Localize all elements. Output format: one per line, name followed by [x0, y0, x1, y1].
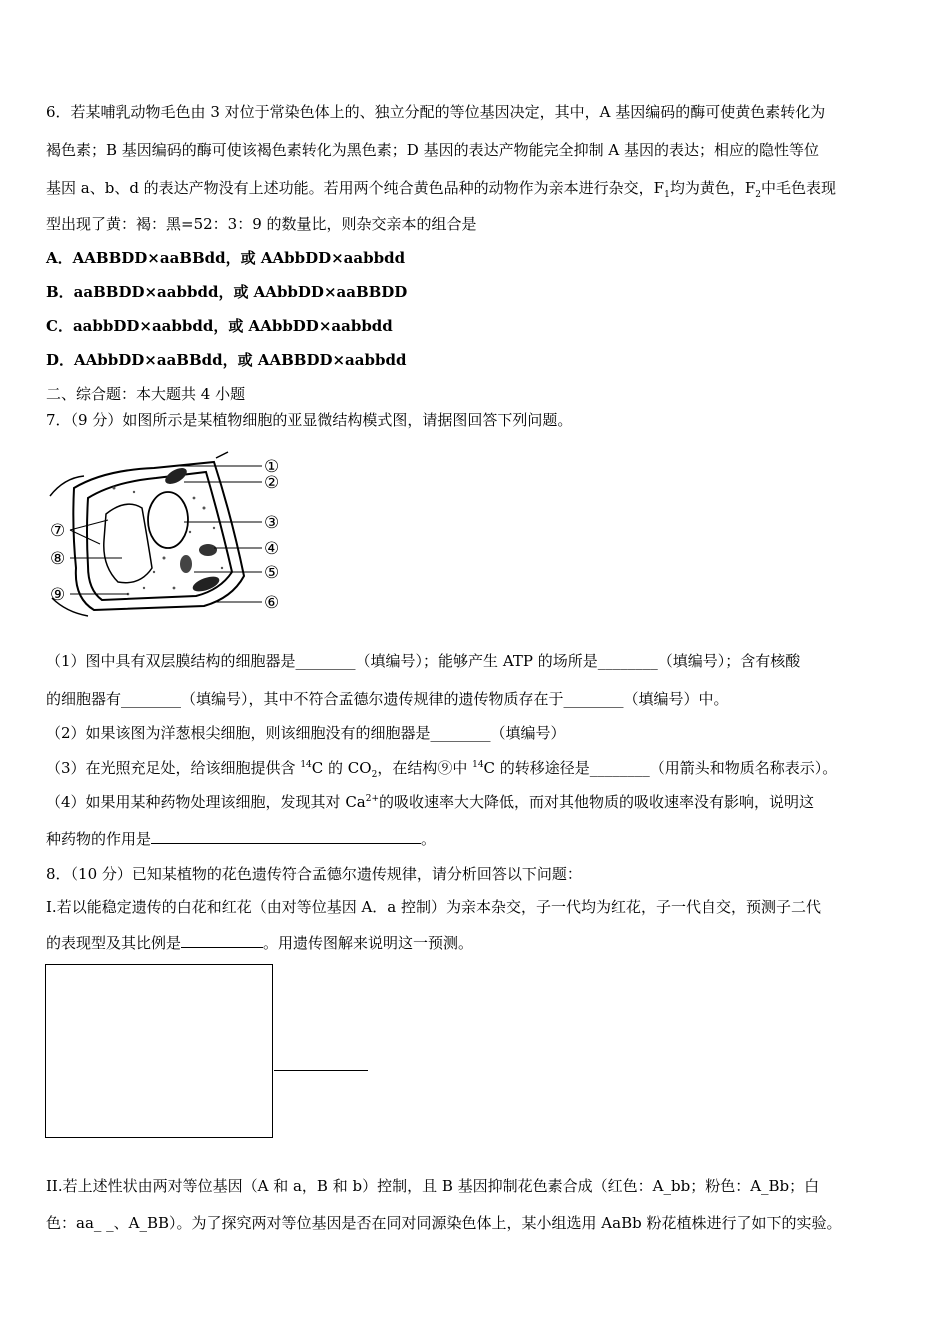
q8-part-I-line-2 [46, 933, 473, 953]
q6-stem-line-3c: 中毛色表现 [761, 179, 837, 197]
q6-stem-line-3 [46, 178, 836, 198]
q6-stem-line-2: 褐色素；B 基因编码的酶可使该褐色素转化为黑色素；D 基因的表达产物能完全抑制 A 基因的表达；相应的隐性等位 [46, 141, 819, 159]
mitochondrion [199, 544, 217, 556]
genetic-diagram-answer-box[interactable] [45, 964, 273, 1138]
q8-part-I-line-2a: 的表现型及其比例是 [46, 934, 182, 952]
q6-option-a[interactable]: A．AABBDD×aaBBdd，或 AAbbDD×aabbdd [46, 249, 406, 267]
label-6: ⑥ [264, 593, 280, 613]
chloroplast-bottom [191, 574, 221, 595]
q8-intro: 8．（10 分）已知某植物的花色遗传符合孟德尔遗传规律，请分析回答以下问题： [46, 865, 582, 883]
label-8: ⑧ [50, 549, 66, 569]
q7-part-4-line-2a: 种药物的作用是 [46, 830, 152, 848]
cell-wall [73, 462, 244, 610]
label-4: ④ [264, 539, 280, 559]
answer-blank[interactable] [151, 829, 421, 844]
label-9: ⑨ [50, 585, 66, 605]
q6-sub-f1: 1 [664, 190, 670, 200]
q6-option-c[interactable]: C．aabbDD×aabbdd，或 AAbbDD×aabbdd [46, 317, 393, 335]
q6-stem-line-3b: 均为黄色，F [669, 179, 756, 197]
q8-part-I-line-2b: 。用遗传图解来说明这一预测。 [263, 934, 474, 952]
plant-cell-diagram [44, 448, 290, 620]
q6-option-d[interactable]: D．AAbbDD×aaBBdd，或 AABBDD×aabbdd [46, 351, 407, 369]
vacuole [104, 504, 152, 583]
q7-part-3c: ，在结构⑨中 [377, 759, 473, 777]
q7-part-4-line-1 [46, 792, 814, 812]
answer-blank[interactable] [181, 933, 263, 948]
q6-option-b[interactable]: B．aaBBDD×aabbdd，或 AAbbDD×aaBBDD [46, 283, 408, 301]
label-5: ⑤ [264, 563, 280, 583]
q6-sub-f2: 2 [755, 190, 761, 200]
label-2: ② [264, 473, 280, 493]
q7-sup-2plus: 2+ [365, 794, 380, 804]
nucleus [148, 492, 188, 548]
section-2-heading: 二、综合题：本大题共 4 小题 [46, 385, 246, 403]
q7-part-3b: C 的 CO [311, 759, 372, 777]
q7-part-1-line-2: 的细胞器有________（填编号），其中不符合孟德尔遗传规律的遗传物质存在于________（填编号）中。 [46, 690, 729, 708]
q7-part-3 [46, 758, 837, 778]
label-1: ① [264, 457, 280, 477]
q7-sup-14-b: 14 [472, 760, 484, 770]
label-3: ③ [264, 513, 280, 533]
q8-part-II-line-1: II.若上述性状由两对等位基因（A 和 a，B 和 b）控制，且 B 基因抑制花色素合成（红色：A_bb；粉色：A_Bb；白 [46, 1177, 820, 1195]
q7-part-3d: C 的转移途径是________（用箭头和物质名称表示）。 [483, 759, 838, 777]
q6-stem-line-4: 型出现了黄：褐：黑=52：3：9 的数量比，则杂交亲本的组合是 [46, 215, 477, 233]
q7-part-1-line-1: （1）图中具有双层膜结构的细胞器是________（填编号）；能够产生 ATP 的场所是________（填编号）；含有核酸 [46, 652, 801, 670]
q7-sub-2: 2 [371, 770, 378, 780]
q7-part-4b: 的吸收速率大大降低，而对其他物质的吸收速率没有影响，说明这 [379, 793, 815, 811]
q7-part-4a: （4）如果用某种药物处理该细胞，发现其对 Ca [46, 793, 366, 811]
label-7: ⑦ [50, 521, 66, 541]
q6-stem-line-3a: 基因 a、b、d 的表达产物没有上述功能。若用两个纯合黄色品种的动物作为亲本进行杂交，F [46, 179, 665, 197]
golgi-body [180, 555, 192, 573]
q7-intro: 7．（9 分）如图所示是某植物细胞的亚显微结构模式图，请据图回答下列问题。 [46, 411, 573, 429]
q7-part-4-line-2b: 。 [421, 830, 437, 848]
q7-sup-14-a: 14 [300, 760, 312, 770]
q7-part-2: （2）如果该图为洋葱根尖细胞，则该细胞没有的细胞器是________（填编号） [46, 724, 566, 742]
answer-line [274, 1070, 368, 1071]
q7-part-3a: （3）在光照充足处，给该细胞提供含 [46, 759, 301, 777]
q8-part-I-line-1: I.若以能稳定遗传的白花和红花（由对等位基因 A．a 控制）为亲本杂交，子一代均为红花，子一代自交，预测子二代 [46, 898, 822, 916]
q6-stem-line-1: 6．若某哺乳动物毛色由 3 对位于常染色体上的、独立分配的等位基因决定，其中，A 基因编码的酶可使黄色素转化为 [46, 103, 826, 121]
q8-part-II-line-2: 色：aa_ _、A_BB）。为了探究两对等位基因是否在同对同源染色体上，某小组选用 AaBb 粉花植株进行了如下的实验。 [46, 1214, 842, 1232]
q7-part-4-line-2 [46, 829, 436, 849]
